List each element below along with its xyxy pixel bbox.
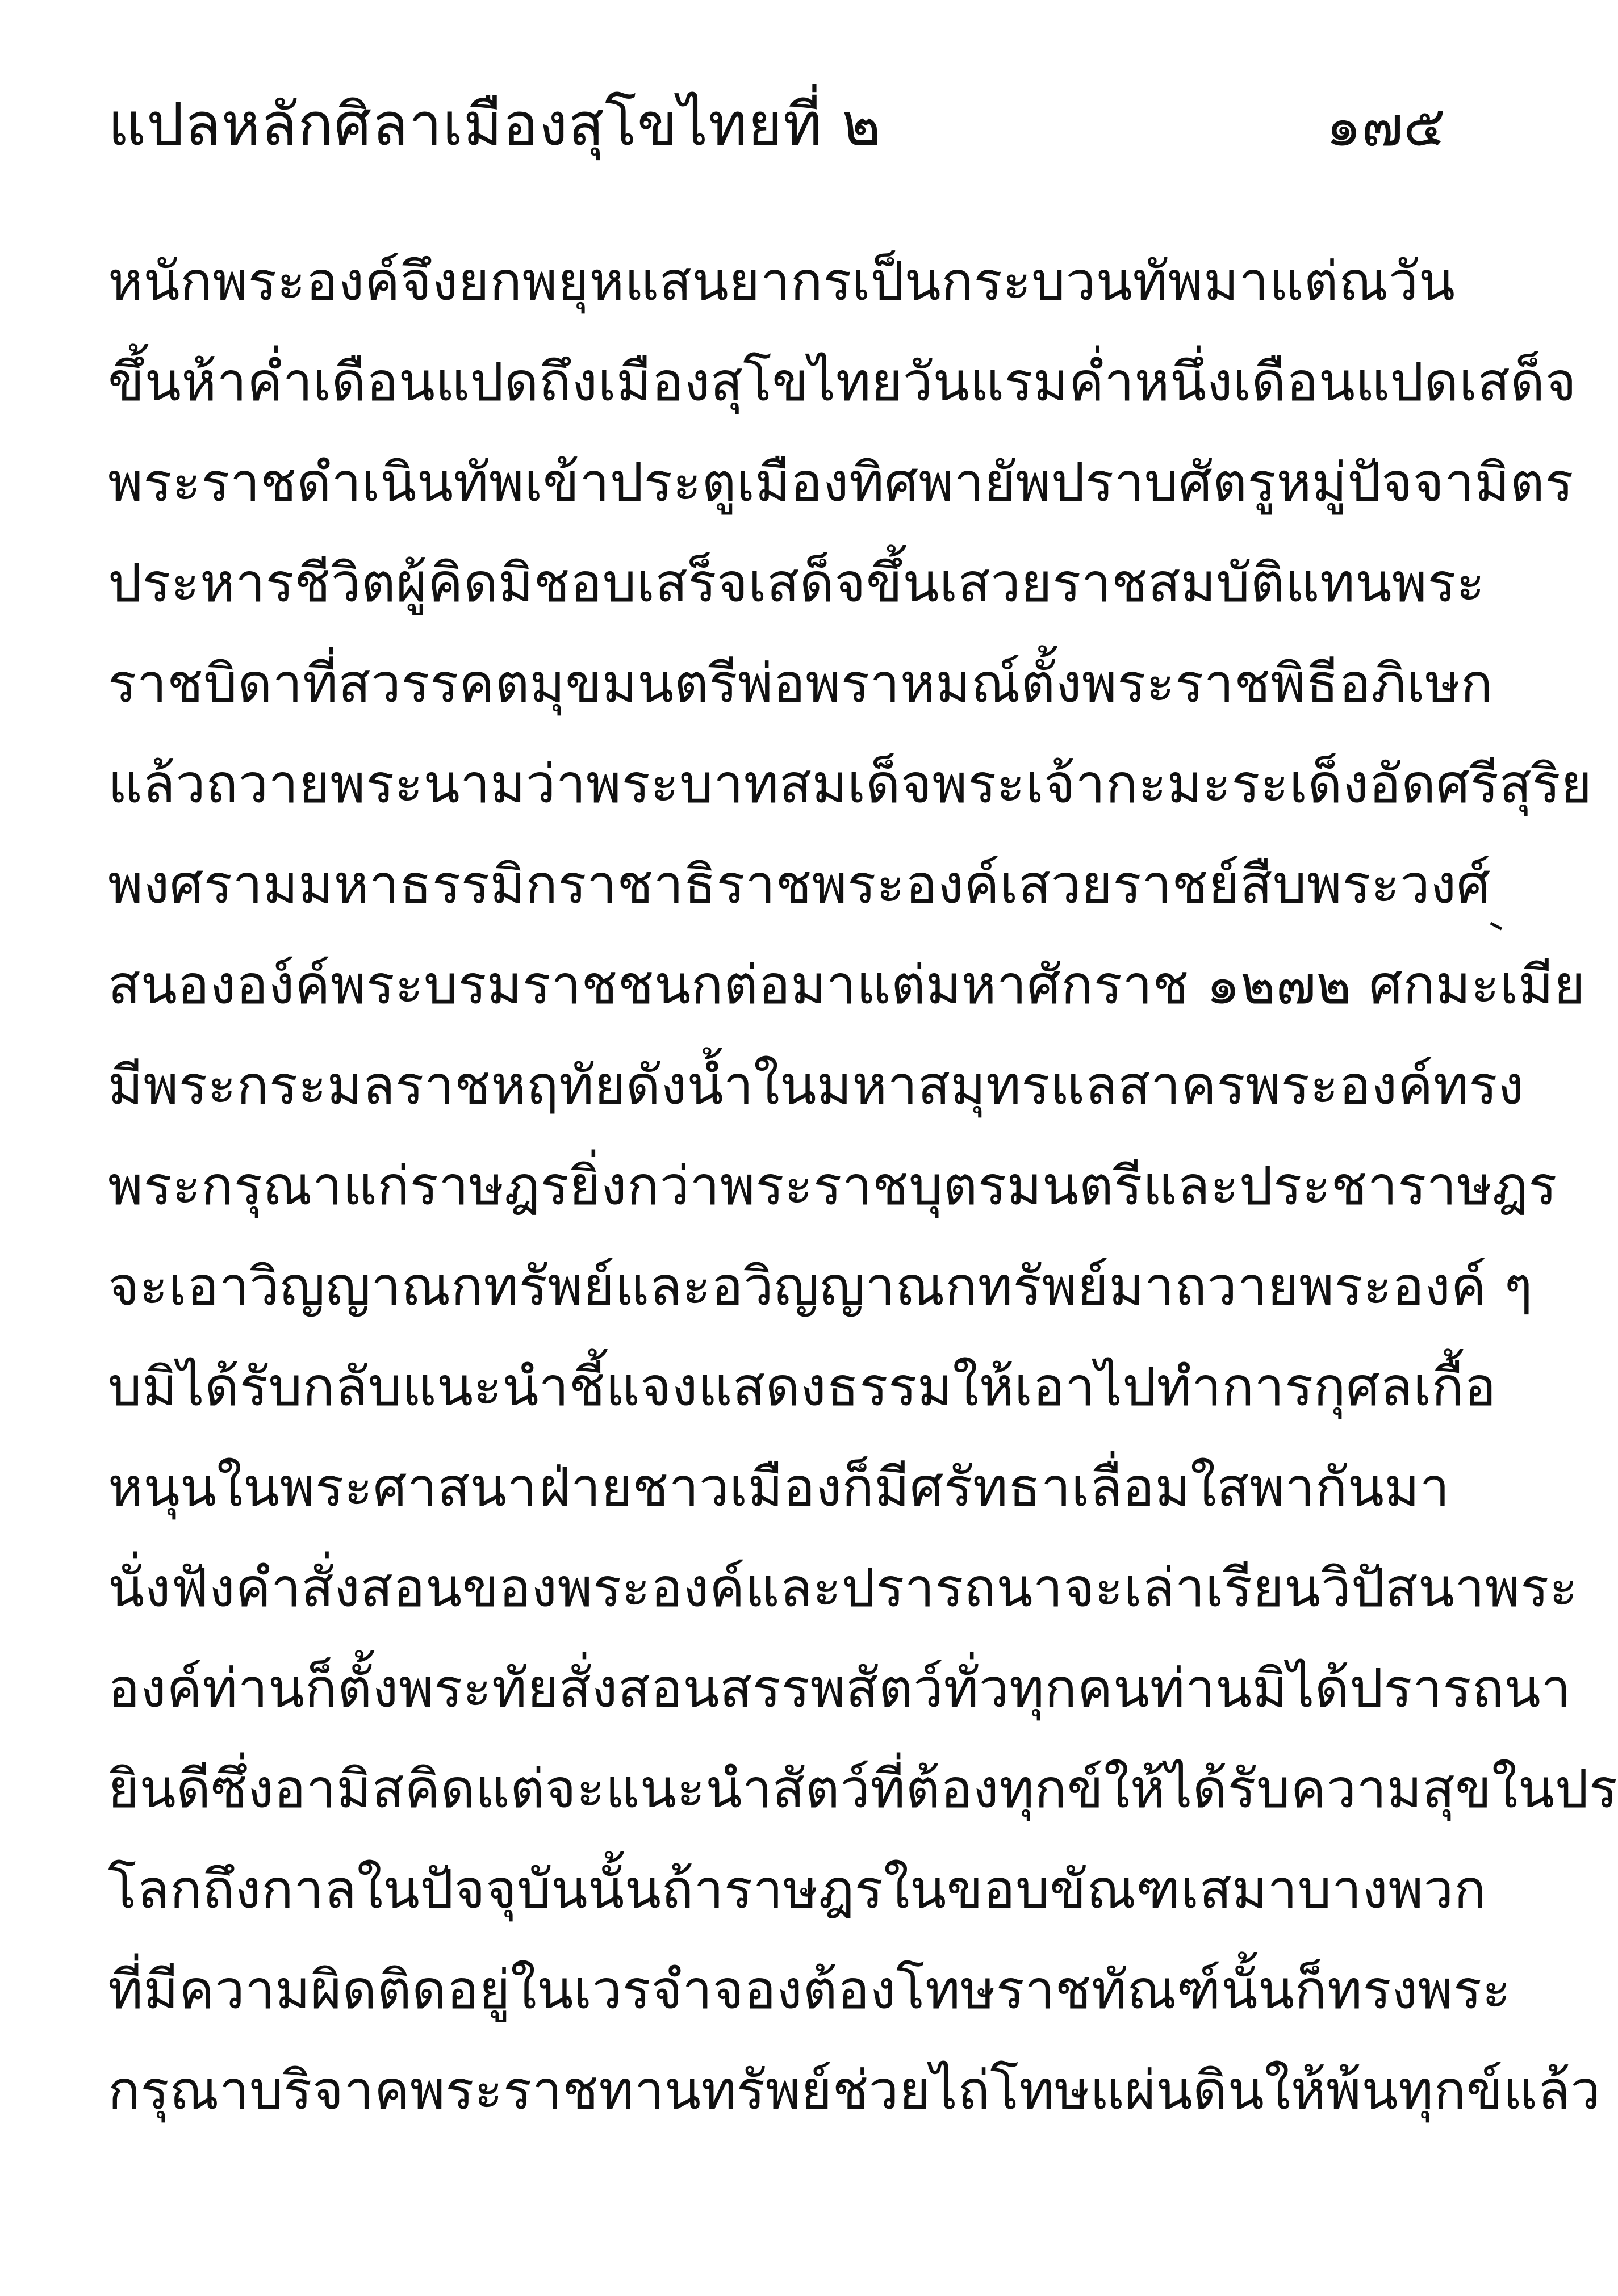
page-number: ๑๗๕ (1326, 94, 1445, 160)
line-segment: สนององ์ค์พระบรมราชชนก (108, 954, 724, 1016)
line-segment: และอวิญญาณกทรัพย์มาถวายพระองค์ ๆ (614, 1256, 1533, 1318)
line-segment: ให้ได้รับความสุขในปร (1103, 1758, 1618, 1820)
line-segment: ยินดีซึ่งอามิสคิดแต่จะแนะนำสัตว์ที่ต้องทุกข์ (108, 1758, 1104, 1820)
text-line (108, 1237, 1533, 1337)
text-line (108, 1337, 1496, 1438)
line-segment: ปราบศัตรูหมู่ปัจจามิตร (1051, 452, 1574, 514)
text-line (108, 1840, 1487, 1940)
line-segment: ถึงกาลในปัจจุบันนั้น (202, 1859, 662, 1921)
text-line (108, 1739, 1618, 1840)
line-segment: เสด็จ (1458, 351, 1577, 413)
line-segment: มนตรีและประชาราษฎร (1006, 1155, 1557, 1217)
line-segment: ต่อมาแต่มหาศักราช ๑๒๗๒ ศกมะเมีย (723, 954, 1586, 1016)
line-segment: พระกรุณาแก่ราษฎรยิ่งกว่าพระราชบุตร (108, 1155, 1007, 1217)
line-segment: มุขมนตรีพ่อพราหมณ์ตั้งพระราชพิธีอภิเษก (529, 653, 1493, 715)
text-line (108, 634, 1493, 734)
line-segment: ราชบิดาที่สวรรคต (108, 653, 530, 715)
line-segment: เสด็จขึ้นเสวยราชสมบัติแทนพระ (748, 552, 1486, 614)
line-segment: ประหารชีวิตผู้คิดมิชอบเสร็จ (108, 552, 749, 614)
running-head: แปลหลักศิลาเมืองสุโขไทยที่ ๒ (108, 90, 881, 160)
line-segment: ให้พ้นทุกข์แล้ว (1264, 2060, 1601, 2122)
line-segment: ที่มีความผิดติดอยู่ในเวรจำจองต้องโทษราชทัณฑ์นั้น (108, 1959, 1295, 2021)
line-segment: ขึ้นห้าค่ำเดือนแปดถึงเมืองสุโขไทยวันแรมค่ำหนึ่งเดือนแปด (108, 351, 1459, 413)
text-line (108, 1438, 1450, 1538)
line-segment: โลก (108, 1859, 203, 1921)
text-line (108, 1538, 1578, 1639)
text-line (108, 835, 1491, 935)
line-segment: และปรารถนาจะเล่าเรียนวิปัสนา (745, 1557, 1485, 1619)
line-segment: พงศรามมหาธรรมิกราชาธิราช (108, 854, 812, 916)
text-line (108, 734, 1592, 835)
line-segment: แต่ณวัน (1269, 251, 1456, 313)
body-text (108, 232, 1618, 2141)
line-segment: บมิได้รับ (108, 1356, 303, 1418)
line-segment: กรุณาบริจาคพระราชทานทรัพย์ช่วยไถ่โทษแผ่นดิน (108, 2060, 1265, 2122)
page-header (108, 74, 1450, 159)
line-segment: แล้วถวายพระนามว่า (108, 753, 587, 815)
line-segment: พระ (1485, 1557, 1578, 1619)
line-segment: ถ้าราษฎรในขอบขัณฑเสมาบางพวก (661, 1859, 1487, 1921)
line-segment: องค์ท่านก็ตั้งพระทัยสั่งสอนสรรพสัตว์ทั่วทุกคน (108, 1658, 1150, 1720)
text-line (108, 1136, 1557, 1237)
text-line (108, 332, 1577, 433)
line-segment: มีพระกระมลราชหฤทัยดังน้ำในมหาสมุทรแลสาคร (108, 1055, 1246, 1117)
line-segment: นั่งฟังคำสั่งสอนของพระองค์ (108, 1557, 746, 1619)
line-segment: พระราชดำเนินทัพเข้าประตูเมืองทิศพายัพ (108, 452, 1051, 514)
text-line (108, 935, 1586, 1036)
text-line (108, 1639, 1571, 1739)
text-line (108, 1036, 1524, 1136)
text-line (108, 533, 1486, 634)
line-segment: ท่านมิได้ปรารถนา (1149, 1658, 1571, 1720)
line-segment: กลับแนะนำชี้แจงแสดงธรรมให้เอาไปทำการกุศลเกื้อ (302, 1356, 1496, 1418)
line-segment: หนักพระองค์จึงยกพยุหแสนยากรเป็นกระบวนทัพมา (108, 251, 1269, 313)
line-segment: จะเอาวิญญาณกทรัพย์ (108, 1256, 615, 1318)
line-segment: ฝ่ายชาวเมืองก็มีศรัทธาเลื่อมใสพากันมา (539, 1457, 1450, 1519)
text-line (108, 1940, 1511, 2041)
text-line (108, 2041, 1601, 2141)
text-line (108, 232, 1456, 332)
line-segment: พระองค์ทรง (1245, 1055, 1524, 1117)
line-segment: หนุนในพระศาสนา (108, 1457, 537, 1519)
text-line (108, 433, 1574, 533)
line-segment: ก็ทรงพระ (1294, 1959, 1511, 2021)
line-segment: พระบาทสมเด็จพระเจ้ากะมะระเด็งอัดศรีสุริย (586, 753, 1592, 815)
line-segment: พระองค์เสวยราชย์สืบพระวงศ์ (812, 854, 1491, 916)
